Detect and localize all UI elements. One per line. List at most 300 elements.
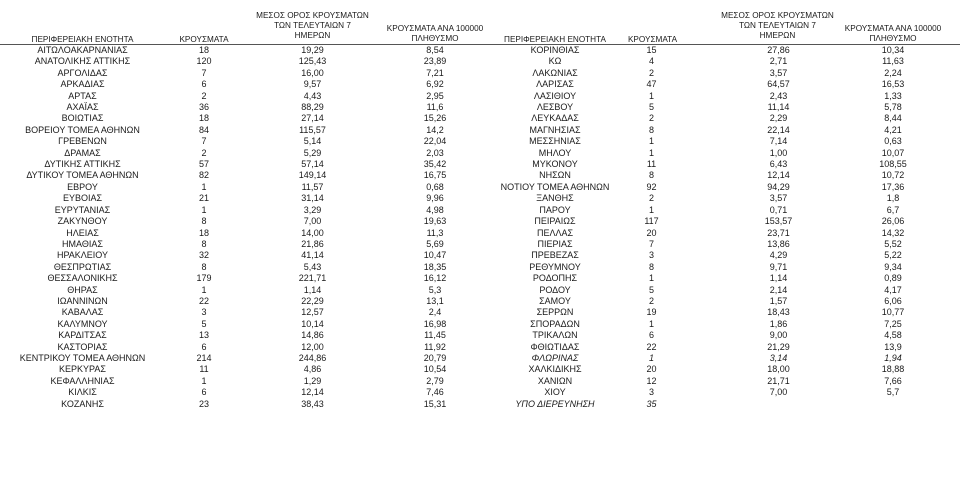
- table-row: [488, 262, 960, 273]
- per100k-cell: 14,2: [426, 124, 444, 135]
- cases-cell: 1: [648, 90, 654, 101]
- per100k-cell: 9,96: [426, 193, 444, 204]
- avg-cell: 7,00: [303, 216, 322, 227]
- avg-cell: 2,14: [769, 284, 788, 295]
- table-row: [488, 353, 960, 364]
- table-row: [0, 319, 505, 330]
- region-cell: ΘΕΣΣΑΛΟΝΙΚΗΣ: [47, 273, 118, 284]
- cases-cell: 18: [198, 113, 209, 124]
- avg-cell: 12,00: [301, 341, 324, 352]
- table-row: [0, 387, 505, 398]
- avg-cell: 27,14: [301, 113, 324, 124]
- per100k-cell: 1,33: [884, 90, 902, 101]
- region-cell: ΚΕΡΚΥΡΑΣ: [59, 364, 106, 375]
- per100k-cell: 4,17: [884, 284, 902, 295]
- per100k-cell: 108,55: [879, 159, 907, 170]
- table-row: [488, 296, 960, 307]
- cases-cell: 120: [196, 56, 212, 67]
- per100k-cell: 18,88: [881, 364, 905, 375]
- avg-cell: 1,57: [769, 295, 788, 306]
- region-cell: ΝΗΣΩΝ: [539, 170, 571, 181]
- per100k-cell: 19,63: [423, 216, 447, 227]
- per100k-cell: 7,66: [884, 375, 902, 386]
- avg-cell: 1,14: [769, 273, 788, 284]
- per100k-cell: 5,52: [884, 238, 902, 249]
- cases-cell: 1: [648, 352, 654, 363]
- avg-cell: 6,43: [769, 159, 788, 170]
- region-cell: ΣΑΜΟΥ: [539, 295, 571, 306]
- table-row: [0, 68, 505, 79]
- table-row: [488, 342, 960, 353]
- per100k-cell: 4,21: [884, 124, 902, 135]
- cases-cell: 21: [198, 193, 209, 204]
- table-row: [0, 193, 505, 204]
- per100k-cell: 35,42: [423, 159, 447, 170]
- avg-cell: 5,14: [303, 136, 322, 147]
- per100k-cell: 10,54: [423, 364, 447, 375]
- cases-cell: 117: [644, 216, 659, 227]
- avg-cell: 12,14: [301, 387, 324, 398]
- per100k-cell: 8,54: [426, 45, 444, 55]
- per100k-cell: 11,63: [882, 56, 904, 67]
- table-row: [0, 79, 505, 90]
- avg-cell: 12,14: [767, 170, 790, 181]
- table-row: [0, 342, 505, 353]
- table-row: [488, 102, 960, 113]
- cases-cell: 23: [198, 398, 209, 409]
- per100k-cell: 11,45: [424, 330, 446, 341]
- table-row: [488, 182, 960, 193]
- region-cell: ΚΑΣΤΟΡΙΑΣ: [57, 341, 108, 352]
- table-row: [0, 113, 505, 124]
- avg-cell: 22,14: [767, 124, 790, 135]
- cases-cell: 35: [646, 398, 657, 409]
- per100k-cell: 5,69: [426, 238, 444, 249]
- cases-cell: 20: [646, 364, 657, 375]
- region-cell: ΑΡΚΑΔΙΑΣ: [60, 79, 105, 90]
- region-cell: ΛΕΥΚΑΔΑΣ: [531, 113, 579, 124]
- cases-cell: 3: [648, 387, 654, 398]
- avg-cell: 2,29: [769, 113, 788, 124]
- avg-cell: 12,57: [301, 307, 324, 318]
- cases-cell: 2: [201, 147, 207, 158]
- per100k-cell: 10,72: [881, 170, 905, 181]
- per100k-cell: 0,68: [426, 181, 444, 192]
- table-row: [488, 376, 960, 387]
- region-cell: ΧΙΟΥ: [544, 387, 566, 398]
- per100k-cell: 8,44: [884, 113, 902, 124]
- avg-cell: 21,71: [767, 375, 790, 386]
- cases-cell: 11: [646, 159, 657, 170]
- region-cell: ΚΑΡΔΙΤΣΑΣ: [58, 330, 107, 341]
- cases-cell: 11: [199, 364, 209, 375]
- region-cell: ΡΟΔΟΥ: [539, 284, 571, 295]
- region-cell: ΣΠΟΡΑΔΩΝ: [530, 318, 580, 329]
- region-cell: ΗΛΕΙΑΣ: [66, 227, 99, 238]
- table-row: [488, 307, 960, 318]
- per100k-cell: 15,26: [423, 113, 447, 124]
- table-row: [0, 45, 505, 56]
- avg-cell: 9,00: [769, 330, 788, 341]
- left-header-region: ΠΕΡΙΦΕΡΕΙΑΚΗ ΕΝΟΤΗΤΑ: [31, 35, 134, 44]
- avg-cell: 2,71: [769, 56, 788, 67]
- table-row: [0, 102, 505, 113]
- avg-cell: 153,57: [764, 216, 793, 227]
- region-cell: ΡΕΘΥΜΝΟΥ: [529, 261, 581, 272]
- avg-cell: 18,00: [767, 364, 790, 375]
- avg-cell: 1,29: [303, 375, 322, 386]
- per100k-cell: 23,89: [423, 56, 447, 67]
- avg-cell: 9,71: [769, 261, 788, 272]
- cases-cell: 7: [648, 238, 654, 249]
- avg-cell: 3,14: [769, 352, 788, 363]
- per100k-cell: 0,63: [884, 136, 902, 147]
- region-cell: ΣΕΡΡΩΝ: [536, 307, 574, 318]
- table-row: [0, 56, 505, 67]
- cases-cell: 2: [648, 295, 654, 306]
- region-cell: ΔΡΑΜΑΣ: [64, 147, 101, 158]
- avg-cell: 115,57: [299, 124, 326, 135]
- right-header-cases: ΚΡΟΥΣΜΑΤΑ: [627, 35, 678, 44]
- cases-cell: 1: [201, 284, 207, 295]
- per100k-cell: 7,25: [884, 318, 902, 329]
- region-cell: ΑΙΤΩΛΟΑΚΑΡΝΑΝΙΑΣ: [37, 45, 128, 55]
- avg-cell: 57,14: [301, 159, 324, 170]
- table-row: [488, 399, 960, 410]
- avg-cell: 88,29: [301, 102, 324, 113]
- region-cell: ΓΡΕΒΕΝΩΝ: [58, 136, 107, 147]
- table-row: [488, 148, 960, 159]
- per100k-cell: 10,47: [423, 250, 447, 261]
- avg-cell: 14,00: [301, 227, 324, 238]
- table-row: [0, 364, 505, 375]
- avg-cell: 19,29: [301, 45, 324, 55]
- table-row: [488, 68, 960, 79]
- cases-cell: 4: [648, 56, 654, 67]
- per100k-cell: 16,98: [423, 318, 447, 329]
- region-cell: ΥΠΟ ΔΙΕΡΕΥΝΗΣΗ: [515, 398, 595, 409]
- cases-cell: 84: [198, 124, 209, 135]
- table-row: [0, 239, 505, 250]
- table-row: [0, 91, 505, 102]
- avg-cell: 94,29: [767, 181, 790, 192]
- per100k-cell: 11,3: [426, 227, 444, 238]
- per100k-cell: 6,7: [886, 204, 900, 215]
- cases-cell: 1: [648, 147, 654, 158]
- region-cell: ΑΡΓΟΛΙΔΑΣ: [57, 67, 108, 78]
- per100k-cell: 4,58: [884, 330, 902, 341]
- cases-cell: 47: [646, 79, 657, 90]
- cases-cell: 1: [201, 181, 207, 192]
- table-row: [0, 250, 505, 261]
- per100k-cell: 17,36: [881, 181, 905, 192]
- left-table: [0, 45, 505, 410]
- cases-cell: 1: [648, 318, 654, 329]
- per100k-cell: 2,4: [428, 307, 442, 318]
- region-cell: ΚΑΛΥΜΝΟΥ: [57, 318, 108, 329]
- cases-cell: 2: [648, 67, 654, 78]
- cases-cell: 1: [648, 273, 654, 284]
- table-row: [0, 262, 505, 273]
- avg-cell: 4,29: [769, 250, 788, 261]
- cases-cell: 13: [198, 330, 209, 341]
- region-cell: ΑΧΑΪΑΣ: [66, 102, 99, 113]
- cases-cell: 1: [648, 204, 654, 215]
- cases-cell: 3: [201, 307, 207, 318]
- avg-cell: 7,00: [769, 387, 788, 398]
- avg-cell: 11,57: [301, 181, 324, 192]
- table-row: [0, 353, 505, 364]
- cases-cell: 22: [198, 295, 209, 306]
- avg-cell: 3,57: [769, 67, 788, 78]
- avg-cell: 41,14: [301, 250, 324, 261]
- avg-cell: 149,14: [298, 170, 327, 181]
- per100k-cell: 26,06: [881, 216, 905, 227]
- per100k-cell: 1,8: [886, 193, 900, 204]
- table-row: [488, 228, 960, 239]
- right-table: [488, 45, 960, 410]
- table-row: [488, 45, 960, 56]
- cases-cell: 5: [648, 284, 654, 295]
- per100k-cell: 11,6: [426, 102, 444, 113]
- avg-cell: 5,43: [303, 261, 322, 272]
- table-row: [0, 170, 505, 181]
- cases-cell: 8: [201, 261, 207, 272]
- avg-cell: 11,14: [767, 102, 790, 113]
- right-header-region: ΠΕΡΙΦΕΡΕΙΑΚΗ ΕΝΟΤΗΤΑ: [504, 35, 606, 44]
- region-cell: ΙΩΑΝΝΙΝΩΝ: [57, 295, 108, 306]
- region-cell: ΠΕΛΛΑΣ: [536, 227, 574, 238]
- per100k-cell: 16,12: [423, 273, 447, 284]
- region-cell: ΛΕΣΒΟΥ: [536, 102, 574, 113]
- cases-cell: 7: [201, 136, 207, 147]
- table-row: [488, 205, 960, 216]
- table-row: [488, 56, 960, 67]
- per100k-cell: 0,89: [884, 273, 902, 284]
- region-cell: ΚΟΡΙΝΘΙΑΣ: [530, 45, 580, 55]
- avg-cell: 10,14: [301, 318, 324, 329]
- avg-cell: 5,29: [303, 147, 322, 158]
- region-cell: ΗΡΑΚΛΕΙΟΥ: [56, 250, 109, 261]
- per100k-cell: 9,34: [884, 261, 902, 272]
- avg-cell: 27,86: [767, 45, 790, 55]
- per100k-cell: 16,53: [881, 79, 905, 90]
- region-cell: ΛΑΡΙΣΑΣ: [536, 79, 574, 90]
- cases-cell: 8: [201, 216, 207, 227]
- table-row: [0, 182, 505, 193]
- cases-cell: 179: [196, 273, 212, 284]
- region-cell: ΑΡΤΑΣ: [68, 90, 97, 101]
- table-row: [0, 216, 505, 227]
- region-cell: ΚΕΝΤΡΙΚΟΥ ΤΟΜΕΑ ΑΘΗΝΩΝ: [19, 352, 146, 363]
- avg-cell: 2,43: [769, 90, 788, 101]
- table-row: [0, 136, 505, 147]
- right-header-per100k: ΚΡΟΥΣΜΑΤΑ ΑΝΑ 100000 ΠΛΗΘΥΣΜΟ: [844, 24, 942, 43]
- cases-cell: 2: [201, 90, 207, 101]
- table-row: [488, 113, 960, 124]
- per100k-cell: 7,21: [426, 67, 444, 78]
- avg-cell: 221,71: [298, 273, 327, 284]
- region-cell: ΕΥΡΥΤΑΝΙΑΣ: [54, 204, 111, 215]
- avg-cell: 16,00: [301, 67, 324, 78]
- region-cell: ΒΟΙΩΤΙΑΣ: [61, 113, 104, 124]
- avg-cell: 3,57: [769, 193, 788, 204]
- region-cell: ΠΙΕΡΙΑΣ: [537, 238, 573, 249]
- avg-cell: 4,86: [303, 364, 322, 375]
- cases-cell: 92: [646, 181, 657, 192]
- table-row: [488, 136, 960, 147]
- per100k-cell: 11,92: [424, 341, 446, 352]
- avg-cell: 244,86: [298, 352, 327, 363]
- table-row: [0, 273, 505, 284]
- cases-cell: 8: [648, 124, 654, 135]
- cases-cell: 3: [648, 250, 654, 261]
- table-row: [488, 91, 960, 102]
- per100k-cell: 5,3: [428, 284, 442, 295]
- region-cell: ΔΥΤΙΚΟΥ ΤΟΜΕΑ ΑΘΗΝΩΝ: [26, 170, 139, 181]
- cases-cell: 22: [646, 341, 657, 352]
- per100k-cell: 10,07: [881, 147, 905, 158]
- per100k-cell: 5,7: [886, 387, 900, 398]
- region-cell: ΜΕΣΣΗΝΙΑΣ: [529, 136, 581, 147]
- cases-cell: 214: [196, 352, 212, 363]
- avg-cell: 4,43: [303, 90, 322, 101]
- per100k-cell: 20,79: [423, 352, 447, 363]
- cases-cell: 36: [198, 102, 209, 113]
- per100k-cell: 13,1: [426, 295, 444, 306]
- table-row: [488, 216, 960, 227]
- table-row: [0, 125, 505, 136]
- avg-cell: 1,86: [769, 318, 788, 329]
- cases-cell: 82: [198, 170, 209, 181]
- region-cell: ΑΝΑΤΟΛΙΚΗΣ ΑΤΤΙΚΗΣ: [34, 56, 131, 67]
- region-cell: ΚΑΒΑΛΑΣ: [61, 307, 104, 318]
- avg-cell: 7,14: [769, 136, 788, 147]
- region-cell: ΝΟΤΙΟΥ ΤΟΜΕΑ ΑΘΗΝΩΝ: [500, 181, 610, 192]
- table-row: [0, 148, 505, 159]
- per100k-cell: 13,9: [884, 341, 902, 352]
- per100k-cell: 2,24: [884, 67, 902, 78]
- region-cell: ΚΟΖΑΝΗΣ: [61, 398, 104, 409]
- region-cell: ΚΙΛΚΙΣ: [68, 387, 97, 398]
- region-cell: ΠΡΕΒΕΖΑΣ: [531, 250, 579, 261]
- table-row: [488, 125, 960, 136]
- avg-cell: 1,14: [303, 284, 322, 295]
- right-table-body: [488, 45, 960, 410]
- per100k-cell: 10,77: [881, 307, 905, 318]
- region-cell: ΕΥΒΟΙΑΣ: [62, 193, 103, 204]
- avg-cell: 31,14: [301, 193, 324, 204]
- cases-cell: 1: [648, 136, 654, 147]
- region-cell: ΜΥΚΟΝΟΥ: [532, 159, 578, 170]
- table-row: [488, 193, 960, 204]
- table-row: [0, 285, 505, 296]
- table-row: [0, 399, 505, 410]
- per100k-cell: 2,95: [426, 90, 444, 101]
- table-row: [488, 364, 960, 375]
- left-table-body: [0, 45, 505, 410]
- avg-cell: 23,71: [767, 227, 790, 238]
- cases-cell: 6: [648, 330, 654, 341]
- region-cell: ΚΕΦΑΛΛΗΝΙΑΣ: [50, 375, 115, 386]
- table-row: [488, 239, 960, 250]
- region-cell: ΖΑΚΥΝΘΟΥ: [57, 216, 108, 227]
- left-header-per100k: ΚΡΟΥΣΜΑΤΑ ΑΝΑ 100000 ΠΛΗΘΥΣΜΟ: [386, 24, 484, 43]
- cases-cell: 6: [201, 387, 207, 398]
- table-row: [488, 159, 960, 170]
- cases-cell: 8: [201, 238, 207, 249]
- table-row: [488, 170, 960, 181]
- avg-cell: 14,86: [301, 330, 324, 341]
- per100k-cell: 2,03: [426, 147, 444, 158]
- cases-cell: 19: [646, 307, 657, 318]
- per100k-cell: 6,06: [884, 295, 902, 306]
- table-row: [488, 285, 960, 296]
- avg-cell: 0,71: [769, 204, 788, 215]
- per100k-cell: 5,22: [884, 250, 902, 261]
- cases-cell: 2: [648, 113, 654, 124]
- per100k-cell: 2,79: [426, 375, 444, 386]
- region-cell: ΚΩ: [548, 56, 562, 67]
- region-cell: ΒΟΡΕΙΟΥ ΤΟΜΕΑ ΑΘΗΝΩΝ: [25, 124, 140, 135]
- table-row: [0, 296, 505, 307]
- cases-cell: 18: [198, 45, 209, 55]
- per100k-cell: 7,46: [426, 387, 444, 398]
- cases-cell: 18: [198, 227, 209, 238]
- avg-cell: 21,86: [301, 238, 324, 249]
- cases-cell: 15: [646, 45, 657, 55]
- per100k-cell: 10,34: [881, 45, 905, 55]
- right-header-avg: ΜΕΣΟΣ ΟΡΟΣ ΚΡΟΥΣΜΑΤΩΝ ΤΩΝ ΤΕΛΕΥΤΑΙΩΝ 7 ΗΜΕΡΩΝ: [721, 11, 834, 40]
- region-cell: ΤΡΙΚΑΛΩΝ: [532, 330, 578, 341]
- per100k-cell: 6,92: [426, 79, 444, 90]
- region-cell: ΘΗΡΑΣ: [67, 284, 98, 295]
- avg-cell: 9,57: [303, 79, 322, 90]
- avg-cell: 125,43: [298, 56, 327, 67]
- table-row: [488, 319, 960, 330]
- region-cell: ΠΑΡΟΥ: [539, 204, 571, 215]
- table-row: [0, 159, 505, 170]
- table-row: [488, 250, 960, 261]
- region-cell: ΗΜΑΘΙΑΣ: [62, 238, 103, 249]
- region-cell: ΜΑΓΝΗΣΙΑΣ: [529, 124, 581, 135]
- avg-cell: 18,43: [767, 307, 790, 318]
- cases-cell: 5: [648, 102, 654, 113]
- avg-cell: 21,29: [767, 341, 790, 352]
- region-cell: ΔΥΤΙΚΗΣ ΑΤΤΙΚΗΣ: [44, 159, 121, 170]
- region-cell: ΜΗΛΟΥ: [538, 147, 572, 158]
- region-cell: ΛΑΚΩΝΙΑΣ: [532, 67, 578, 78]
- table-row: [488, 387, 960, 398]
- region-cell: ΧΑΛΚΙΔΙΚΗΣ: [528, 364, 582, 375]
- table-row: [0, 228, 505, 239]
- per100k-cell: 5,78: [884, 102, 902, 113]
- avg-cell: 3,29: [303, 204, 322, 215]
- cases-cell: 1: [201, 375, 207, 386]
- table-row: [0, 205, 505, 216]
- cases-cell: 8: [648, 261, 654, 272]
- region-cell: ΛΑΣΙΘΙΟΥ: [533, 90, 577, 101]
- left-header-avg: ΜΕΣΟΣ ΟΡΟΣ ΚΡΟΥΣΜΑΤΩΝ ΤΩΝ ΤΕΛΕΥΤΑΙΩΝ 7 ΗΜΕΡΩΝ: [256, 11, 369, 40]
- avg-cell: 38,43: [301, 398, 324, 409]
- table-row: [488, 79, 960, 90]
- per100k-cell: 1,94: [884, 352, 902, 363]
- cases-cell: 1: [201, 204, 207, 215]
- table-row: [0, 376, 505, 387]
- per100k-cell: 15,31: [423, 398, 447, 409]
- region-cell: ΕΒΡΟΥ: [67, 181, 98, 192]
- per100k-cell: 16,75: [423, 170, 447, 181]
